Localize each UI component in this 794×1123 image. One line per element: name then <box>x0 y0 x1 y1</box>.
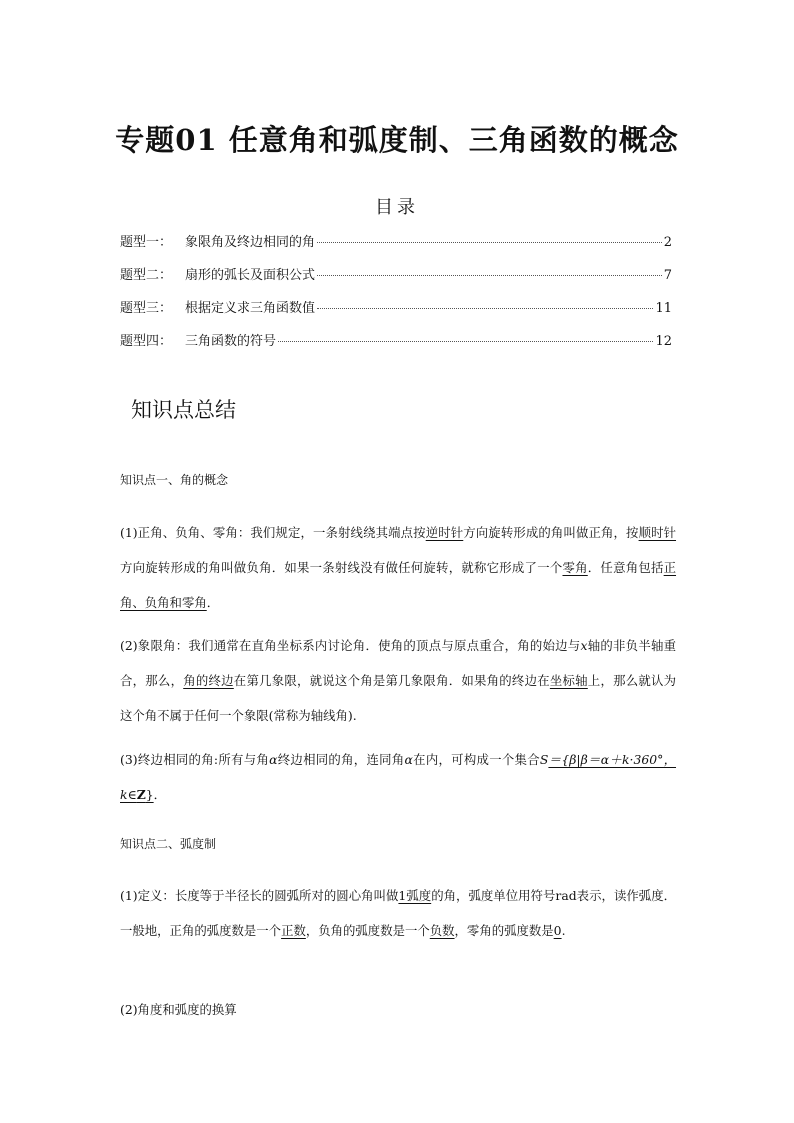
toc-entry[interactable] <box>120 231 672 264</box>
text: 在第几象限，就说这个角是第几象限角．如果角的终边在 <box>233 673 550 688</box>
kp2-paragraph-1 <box>120 878 676 948</box>
toc-heading: 目录 <box>375 197 419 218</box>
kp1-paragraph-2 <box>120 628 676 733</box>
math-symbol: Z <box>136 787 146 802</box>
text: 轴的非负半轴重合，那么， <box>120 638 676 688</box>
math-variable: α <box>269 752 278 767</box>
underlined-term: 0 <box>553 923 562 938</box>
toc-entry-title: 根据定义求三角函数值 <box>185 301 316 316</box>
toc-entry-page: 7 <box>663 268 672 283</box>
text: ． <box>153 787 167 802</box>
toc-entry-page: 12 <box>655 334 672 349</box>
text: (1)正角、负角、零角：我们规定，一条射线绕其端点按 <box>120 525 426 540</box>
toc-entry-title: 扇形的弧长及面积公式 <box>185 268 316 283</box>
underlined-term: 逆时针 <box>425 525 464 540</box>
underlined-term: 1弧度 <box>398 888 432 903</box>
math-variable: α <box>404 752 413 767</box>
kp2-paragraph-2: (2)角度和弧度的换算 <box>120 1002 237 1017</box>
toc-entry-label: 题型四： <box>120 334 173 349</box>
text: (1)定义：长度等于半径长的圆弧所对的圆心角叫做 <box>120 888 399 903</box>
text: . <box>561 923 566 938</box>
toc-entry-label: 题型二： <box>120 268 173 283</box>
text: 上，那么就认为这个角不属于任何一个象限(常称为轴线角). <box>120 673 677 723</box>
text: ，零角的弧度数是 <box>454 923 554 938</box>
toc-dot-leader <box>317 241 662 243</box>
knowledge-point-2-heading: 知识点二、弧度制 <box>120 837 217 851</box>
toc-entry-label: 题型三： <box>120 301 173 316</box>
math-variable: S <box>539 752 549 767</box>
text: (3)终边相同的角:所有与角 <box>120 752 270 767</box>
section-heading: 知识点总结 <box>131 398 236 422</box>
kp1-paragraph-3 <box>120 742 676 812</box>
toc-entry-page: 2 <box>663 235 672 250</box>
toc-entry[interactable] <box>120 330 672 363</box>
toc-dot-leader <box>317 274 662 276</box>
toc-entry[interactable] <box>120 297 672 330</box>
toc-entry-title: 象限角及终边相同的角 <box>185 235 316 250</box>
text: 在内，可构成一个集合 <box>412 752 540 767</box>
text: 方向旋转形成的角叫做正角，按 <box>463 525 639 540</box>
toc-entry-page: 11 <box>655 301 672 316</box>
text: ． <box>206 595 220 610</box>
text: 的角，弧度单位用符号 <box>431 888 556 903</box>
text: (2)象限角：我们通常在直角坐标系内讨论角．使角的顶点与原点重合，角的始边与 <box>120 638 581 653</box>
underlined-term: 负数 <box>429 923 455 938</box>
text: 表示，读作弧度．一般地，正角的弧度数是一个 <box>120 888 677 938</box>
text: 终边相同的角，连同角 <box>277 752 405 767</box>
table-of-contents <box>120 231 672 363</box>
text: ，负角的弧度数是一个 <box>305 923 430 938</box>
text: ．任意角包括 <box>587 560 664 575</box>
unit-symbol: rad <box>555 888 577 903</box>
text: 方向旋转形成的角叫做负角．如果一条射线没有做任何旋转，就称它形成了一个 <box>120 560 563 575</box>
toc-dot-leader <box>317 307 653 309</box>
kp1-paragraph-1 <box>120 515 676 620</box>
underlined-term: 正数 <box>281 923 306 938</box>
page-title: 专题01 任意角和弧度制、三角函数的概念 <box>115 123 679 157</box>
knowledge-point-1-heading: 知识点一、角的概念 <box>120 473 229 487</box>
math-variable: x <box>580 638 588 653</box>
toc-dot-leader <box>278 340 653 342</box>
toc-entry[interactable] <box>120 264 672 297</box>
underlined-term: 正角、负角和零角 <box>120 560 677 610</box>
set-expression-end: } <box>145 787 154 802</box>
toc-entry-label: 题型一： <box>120 235 173 250</box>
underlined-term: 顺时针 <box>638 525 677 540</box>
underlined-term: 角的终边 <box>183 673 234 688</box>
underlined-term: 坐标轴 <box>549 673 588 688</box>
toc-entry-title: 三角函数的符号 <box>185 334 277 349</box>
underlined-term: 零角 <box>562 560 588 575</box>
set-expression: ＝{β|β＝α＋k·360°，k∈ <box>120 752 677 802</box>
